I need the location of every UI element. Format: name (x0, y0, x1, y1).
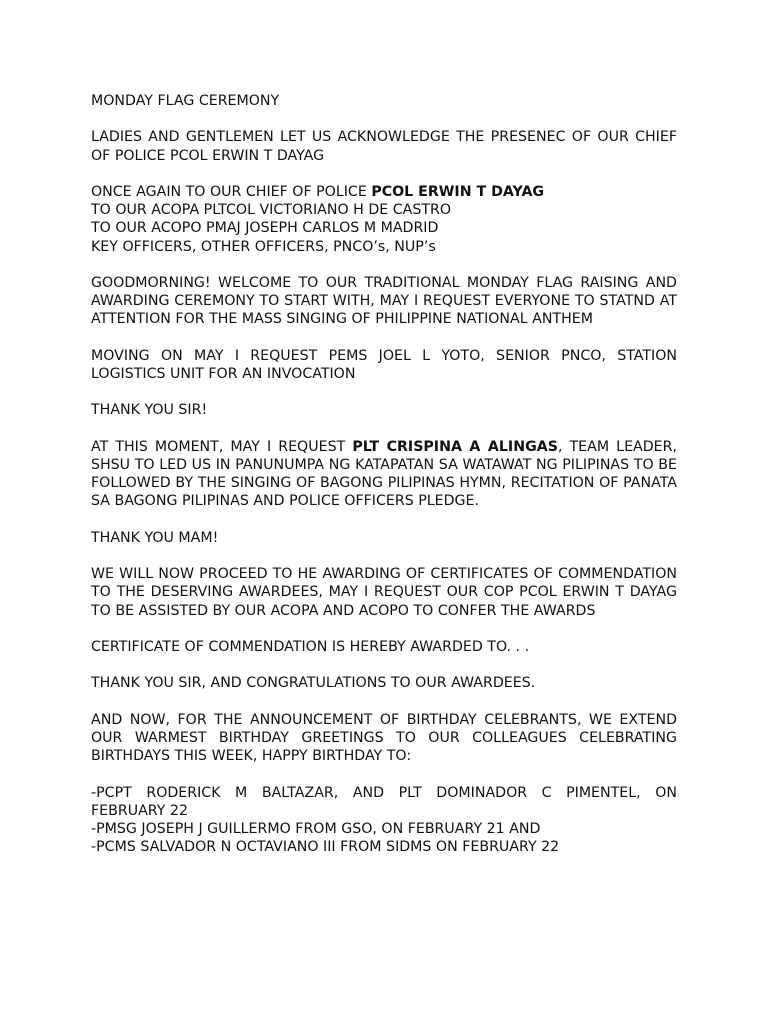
document-heading: MONDAY FLAG CEREMONY (91, 93, 280, 109)
pledge-text-pre: AT THIS MOMENT, MAY I REQUEST (91, 438, 353, 455)
celebrant-line-2: FEBRUARY 22 (91, 802, 188, 819)
awarding-paragraph: WE WILL NOW PROCEED TO HE AWARDING OF CERTIFICATES OF COMMENDATION TO THE DESERVING AWARDEES, MAY I REQUEST OUR COP PCOL ERWIN T DAYAG TO BE ASSISTED BY OUR ACOPA AND ACOPO TO CONFER THE AWARDS (91, 566, 677, 619)
acknowledgement-paragraph: LADIES AND GENTLEMEN LET US ACKNOWLEDGE THE PRESENEC OF OUR CHIEF OF POLICE PCOL ERWIN T DAYAG (91, 129, 677, 164)
greeting-line-officers: KEY OFFICERS, OTHER OFFICERS, PNCO’s, NUP’s (91, 238, 436, 255)
greeting-line-chief-text: ONCE AGAIN TO OUR CHIEF OF POLICE (91, 183, 372, 200)
greeting-line-acopo: TO OUR ACOPO PMAJ JOSEPH CARLOS M MADRID (91, 220, 439, 237)
welcome-paragraph: GOODMORNING! WELCOME TO OUR TRADITIONAL MONDAY FLAG RAISING AND AWARDING CEREMONY TO START WITH, MAY I REQUEST EVERYONE TO STATND AT ATTENTION FOR THE MASS SINGING OF PHILIPPINE NATIONAL ANTHEM (91, 274, 677, 328)
celebrant-line-1: -PCPT RODERICK M BALTAZAR, AND PLT DOMINADOR C PIMENTEL, ON (91, 784, 677, 801)
greeting-line-acopa: TO OUR ACOPA PLTCOL VICTORIANO H DE CASTRO (91, 202, 452, 219)
congratulations-paragraph: THANK YOU SIR, AND CONGRATULATIONS TO OUR AWARDEES. (91, 675, 536, 692)
birthday-announcement-paragraph: AND NOW, FOR THE ANNOUNCEMENT OF BIRTHDAY CELEBRANTS, WE EXTEND OUR WARMEST BIRTHDAY GREETINGS TO OUR COLLEAGUES CELEBRATING BIRTHDAYS THIS WEEK, HAPPY BIRTHDAY TO: (91, 711, 677, 765)
pledge-text-post: , TEAM LEADER, SHSU TO LED US IN PANUNUMPA NG KATAPATAN SA WATAWAT NG PILIPINAS TO BE FOLLOWED BY THE SINGING OF BAGONG PILIPINAS HYMN, RECITATION OF PANATA SA BAGONG PILIPINAS AND POLICE OFFICERS PLEDGE. (91, 438, 677, 510)
document-page (91, 92, 677, 875)
celebrant-line-3: -PMSG JOSEPH J GUILLERMO FROM GSO, ON FEBRUARY 21 AND (91, 820, 541, 837)
invocation-paragraph: MOVING ON MAY I REQUEST PEMS JOEL L YOTO, SENIOR PNCO, STATION LOGISTICS UNIT FOR AN INVOCATION (91, 347, 677, 382)
thank-you-mam-paragraph: THANK YOU MAM! (91, 529, 219, 546)
chief-name-bold: PCOL ERWIN T DAYAG (371, 183, 545, 200)
thank-you-sir-paragraph: THANK YOU SIR! (91, 402, 208, 419)
greeting-line-chief (91, 183, 677, 201)
certificate-paragraph: CERTIFICATE OF COMMENDATION IS HEREBY AWARDED TO. . . (91, 638, 530, 655)
celebrant-line-4: -PCMS SALVADOR N OCTAVIANO III FROM SIDMS ON FEBRUARY 22 (91, 839, 560, 856)
pledge-paragraph (91, 438, 677, 511)
team-leader-name-bold: PLT CRISPINA A ALINGAS (352, 438, 558, 455)
birthday-celebrants-list (91, 784, 677, 857)
greeting-officers-paragraph (91, 183, 677, 256)
